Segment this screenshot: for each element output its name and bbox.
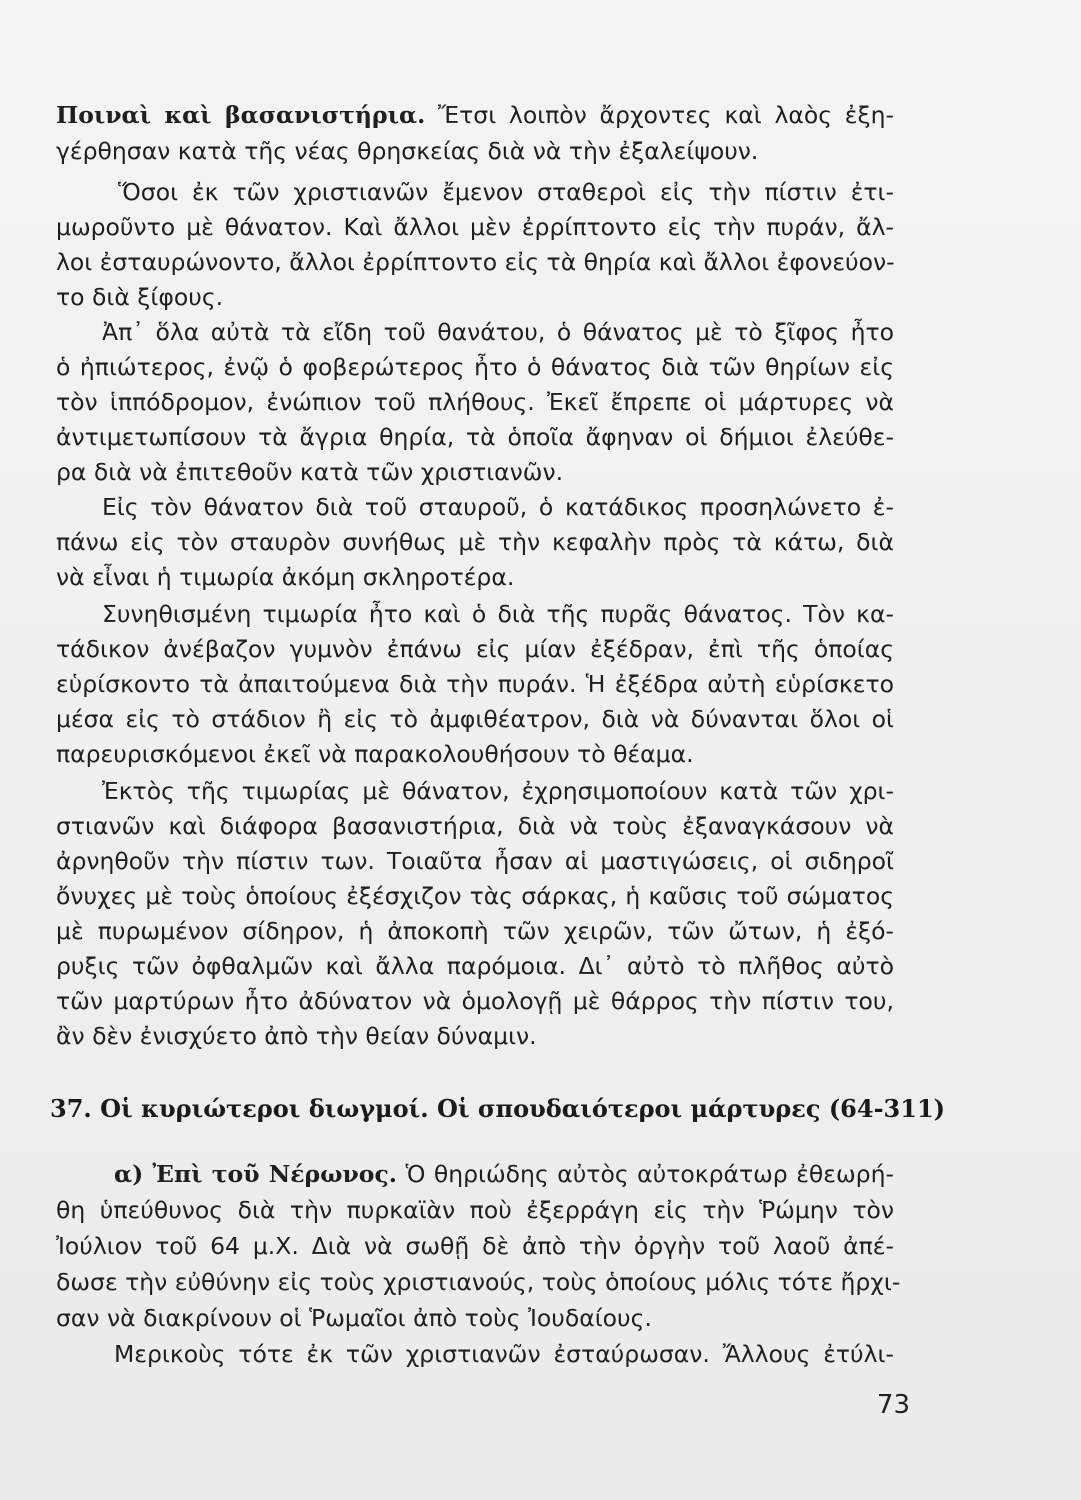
paragraph-line: μωροῦντο μὲ θάνατον. Καὶ ἄλλοι μὲν ἐρρίπτοντο εἰς τὴν πυράν, ἄλ- (56, 213, 894, 241)
paragraph-line: μέσα εἰς τὸ στάδιον ἢ εἰς τὸ ἀμφιθέατρον, διὰ νὰ δύνανται ὅλοι οἱ (56, 705, 894, 733)
paragraph-line: Ἐκτὸς τῆς τιμωρίας μὲ θάνατον, ἐχρησιμοποίουν κατὰ τῶν χρι- (102, 777, 894, 805)
paragraph-line: λοι ἐσταυρώνοντο, ἄλλοι ἐρρίπτοντο εἰς τὰ θηρία καὶ ἄλλοι ἐφονεύον- (56, 248, 895, 276)
paragraph-line: Συνηθισμένη τιμωρία ἦτο καὶ ὁ διὰ τῆς πυρᾶς θάνατος. Τὸν κα- (102, 600, 894, 628)
paragraph-line: ρα διὰ νὰ ἐπιτεθοῦν κατὰ τῶν χριστιανῶν. (56, 458, 564, 486)
paragraph-line: στιανῶν καὶ διάφορα βασανιστήρια, διὰ νὰ τοὺς ἐξαναγκάσουν νὰ (56, 812, 894, 840)
paragraph-line: Ἀπ᾿ ὅλα αὐτὰ τὰ εἴδη τοῦ θανάτου, ὁ θάνατος μὲ τὸ ξῖφος ἦτο (102, 318, 894, 346)
paragraph-line: το διὰ ξίφους. (56, 283, 224, 311)
paragraph-line: Μερικοὺς τότε ἐκ τῶν χριστιανῶν ἐσταύρωσαν. Ἄλλους ἐτύλι- (114, 1340, 894, 1368)
paragraph-line: Εἰς τὸν θάνατον διὰ τοῦ σταυροῦ, ὁ κατάδικος προσηλώνετο ἐ- (102, 493, 894, 521)
paragraph-line: παρευρισκόμενοι ἐκεῖ νὰ παρακολουθήσουν τὸ θέαμα. (56, 740, 694, 768)
paragraph-line: τὸν ἱππόδρομον, ἐνώπιον τοῦ πλήθους. Ἐκεῖ ἔπρεπε οἱ μάρτυρες νὰ (56, 388, 894, 416)
paragraph-line: ὄνυχες μὲ τοὺς ὁποίους ἐξέσχιζον τὰς σάρκας, ἡ καῦσις τοῦ σώματος (56, 882, 894, 910)
paragraph-line: εὑρίσκοντο τὰ ἀπαιτούμενα διὰ τὴν πυράν. Ἡ ἐξέδρα αὐτὴ εὑρίσκετο (56, 670, 894, 698)
paragraph-line: ἂν δὲν ἐνισχύετο ἀπὸ τὴν θείαν δύναμιν. (56, 1022, 537, 1050)
paragraph-line: νὰ εἶναι ἡ τιμωρία ἀκόμη σκληροτέρα. (56, 563, 515, 591)
page-number: 73 (876, 1390, 910, 1420)
paragraph-line: Ὅσοι ἐκ τῶν χριστιανῶν ἔμενον σταθεροὶ εἰς τὴν πίστιν ἐτι- (118, 178, 894, 206)
paragraph-line: α) Ἐπὶ τοῦ Νέρωνος. Ὁ θηριώδης αὐτὸς αὐτοκράτωρ ἐθεωρή- (114, 1160, 894, 1188)
paragraph-line: μὲ πυρωμένον σίδηρον, ἡ ἀποκοπὴ τῶν χειρῶν, τῶν ὤτων, ἡ ἐξό- (56, 917, 894, 945)
subsection-title: α) Ἐπὶ τοῦ Νέρωνος. (114, 1160, 397, 1188)
paragraph-line: γέρθησαν κατὰ τῆς νέας θρησκείας διὰ νὰ τὴν ἐξαλείψουν. (56, 137, 759, 165)
paragraph-line: ἀρνηθοῦν τὴν πίστιν των. Τοιαῦτα ἦσαν αἱ μαστιγώσεις, οἱ σιδηροῖ (56, 847, 894, 875)
section-title: Ποιναὶ καὶ βασανιστήρια. (56, 101, 426, 129)
paragraph-line: Ἰούλιον τοῦ 64 μ.Χ. Διὰ νὰ σωθῇ δὲ ἀπὸ τὴν ὀργὴν τοῦ λαοῦ ἀπέ- (56, 1232, 894, 1260)
section-heading: 37. Οἱ κυριώτεροι διωγμοί. Οἱ σπουδαιότεροι μάρτυρες (64-311) (50, 1094, 945, 1123)
paragraph-line: Ποιναὶ καὶ βασανιστήρια. Ἔτσι λοιπὸν ἄρχοντες καὶ λαὸς ἐξη- (56, 101, 894, 129)
paragraph-line: ἀντιμετωπίσουν τὰ ἄγρια θηρία, τὰ ὁποῖα ἄφηναν οἱ δήμιοι ἐλεύθε- (56, 423, 894, 451)
paragraph-line: ὁ ἠπιώτερος, ἐνῷ ὁ φοβερώτερος ἦτο ὁ θάνατος διὰ τῶν θηρίων εἰς (56, 353, 894, 381)
paragraph-line: τάδικον ἀνέβαζον γυμνὸν ἐπάνω εἰς μίαν ἐξέδραν, ἐπὶ τῆς ὁποίας (56, 635, 894, 663)
paragraph-line: ρυξις τῶν ὀφθαλμῶν καὶ ἄλλα παρόμοια. Δι᾿ αὐτὸ τὸ πλῆθος αὐτὸ (56, 952, 894, 980)
paragraph-line: τῶν μαρτύρων ἦτο ἀδύνατον νὰ ὁμολογῇ μὲ θάρρος τὴν πίστιν του, (56, 987, 894, 1015)
paragraph-line: σαν νὰ διακρίνουν οἱ Ῥωμαῖοι ἀπὸ τοὺς Ἰουδαίους. (56, 1304, 652, 1332)
paragraph-line: δωσε τὴν εὐθύνην εἰς τοὺς χριστιανούς, τοὺς ὁποίους μόλις τότε ἤρχι- (56, 1268, 901, 1296)
paragraph-line: πάνω εἰς τὸν σταυρὸν συνήθως μὲ τὴν κεφαλὴν πρὸς τὰ κάτω, διὰ (56, 528, 894, 556)
paragraph-line: θη ὑπεύθυνος διὰ τὴν πυρκαϊὰν ποὺ ἐξερράγη εἰς τὴν Ῥώμην τὸν (56, 1196, 894, 1224)
